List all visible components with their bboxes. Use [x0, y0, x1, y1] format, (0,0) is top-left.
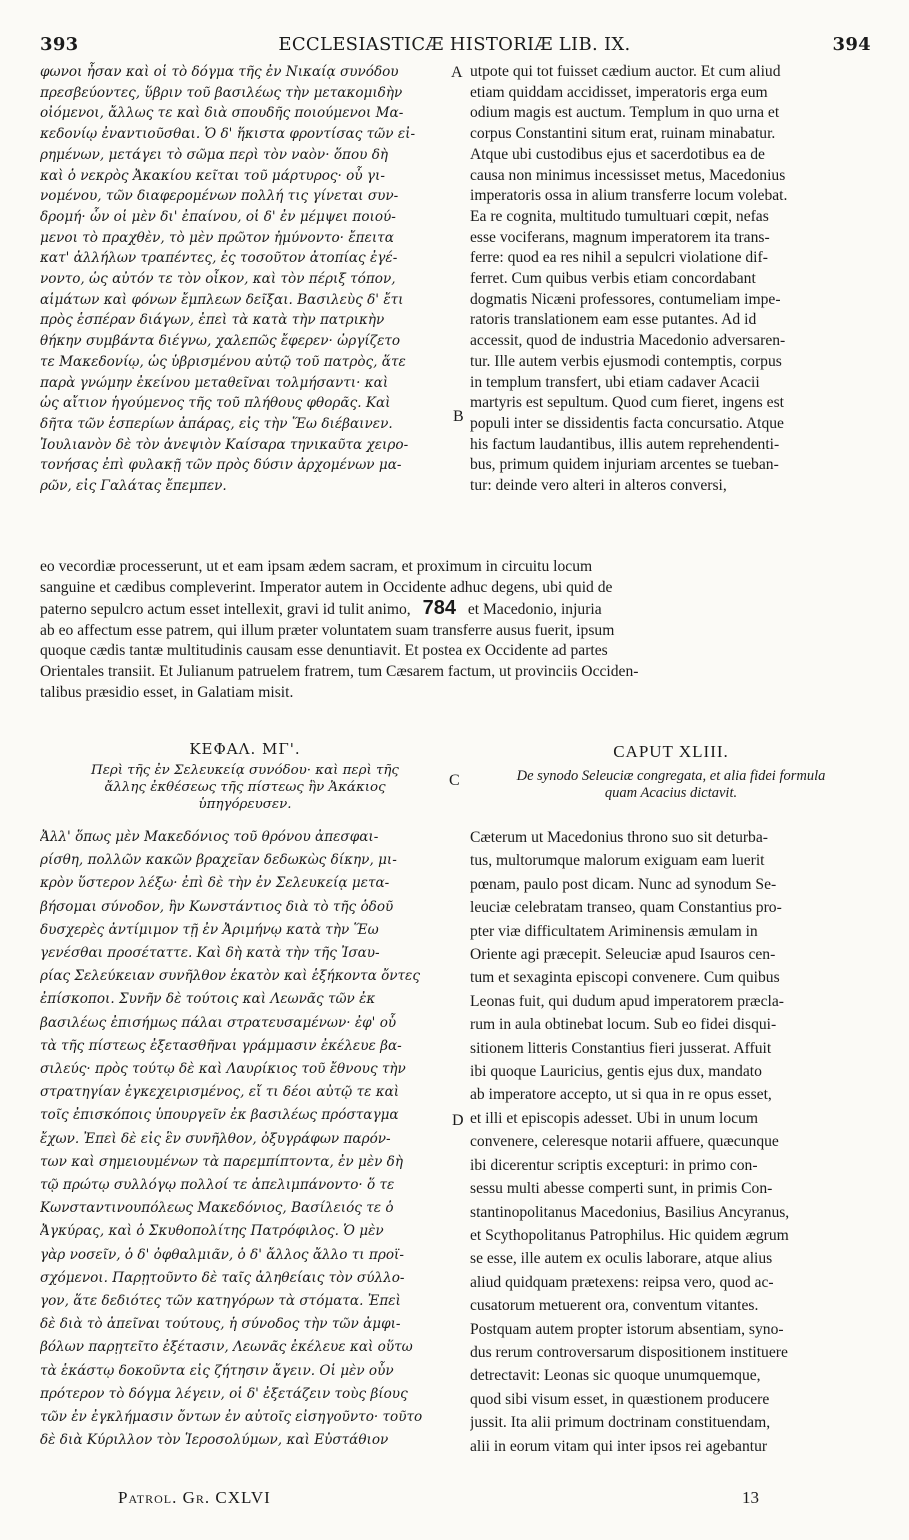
text-line: σχόμενοι. Παρῃτοῦντο δὲ ταῖς ἀληθείαις τὸν σύλλο-: [40, 1269, 405, 1286]
text-line: tur. Ille autem verbis ejusmodi contemptis, corpus: [470, 352, 782, 370]
margin-marker-d: D: [452, 1112, 464, 1129]
text-line: δυσχερὲς ἀντίμιμον τῇ ἐν Ἀριμήνῳ κατὰ τὴν Ἕω: [40, 921, 379, 938]
text-line: odium magis est auctum. Templum in quo urna et: [470, 104, 780, 122]
text-line: accessit, quod de industria Macedonio adversaren-: [470, 332, 786, 350]
text-line: Ἰουλιανὸν δὲ τὸν ἀνεψιὸν Καίσαρα τηνικαῦτα χειρο-: [40, 436, 409, 453]
text-line: dus rerum controversarum dispositionem instituere: [470, 1343, 788, 1361]
text-line: quoque cædis tantæ multitudinis causam esse denuntiavit. Et postea ex Occidente ad partes: [40, 642, 608, 660]
text-line: νομένου, τῶν διαφερομένων πολλή τις γίνεται συν-: [40, 188, 399, 205]
text-line: Orientales transiit. Et Julianum patruelem fratrem, tum Cæsarem factum, ut provinciis Occiden-: [40, 662, 639, 680]
text-line: his factum laudantibus, illis autem reprehendenti-: [470, 435, 780, 453]
text-line: populi inter se dissidentis facta concursatio. Atque: [470, 414, 784, 432]
text-line: ἔχων. Ἐπεὶ δὲ εἰς ἓν συνῆλθον, ὀξυγράφων παρόν-: [40, 1130, 391, 1147]
text-line: rum in aula obtinebat locum. Sub eo fidei disqui-: [470, 1016, 777, 1034]
text-line: καὶ ὁ νεκρὸς Ἀκακίου κεῖται τοῦ μάρτυρος· οὗ γι-: [40, 167, 385, 184]
sheet-number: 13: [742, 1488, 759, 1507]
text-line: et Scythopolitanus Patrophilus. Hic quidem ægrum: [470, 1226, 789, 1244]
text-line: aliud quidquam prætexens: reipsa vero, quod ac-: [470, 1273, 774, 1291]
full-width-latin-paragraph: [40, 557, 874, 703]
text-line: πρὸς ἑσπέραν διάγων, ἐπεὶ τὰ κατὰ τὴν πατρικὴν: [40, 312, 385, 329]
text-line: ibi quoque Lauricius, gentis ejus dux, mandato: [470, 1063, 762, 1081]
text-line: tus, multorumque malorum exiguam eam luerit: [470, 852, 765, 870]
text-line: corpus Constantini situm erat, ruinam minabatur.: [470, 125, 776, 143]
text-line: νοντο, ὡς αὐτόν τε τὸν οἶκον, καὶ τὸν πέριξ τόπον,: [40, 271, 396, 288]
text-line: τῷ πρώτῳ συλλόγῳ πολλοί τε ἀπελιμπάνοντο· ὅ τε: [40, 1177, 395, 1194]
text-line: ferret. Cum quibus verbis etiam concordabant: [470, 270, 756, 288]
text-line: τε Μακεδονίῳ, ὡς ὑβρισμένου αὐτῷ τοῦ πατρὸς, ἅτε: [40, 353, 406, 370]
text-line: Oriente agi præcepit. Seleuciæ apud Isauros cen-: [470, 946, 776, 964]
text-line: ibi dicerentur scriptis excepturi: in primo con-: [470, 1156, 758, 1174]
latin-chapter-subtitle: [468, 768, 874, 802]
text-line: sanguine et cædibus compleverint. Imperator autem in Occidente adhuc degens, ubi quid de: [40, 578, 613, 596]
text-line: bus, primum quidem injuriam arcentes se tueban-: [470, 456, 779, 474]
text-line: ρημένων, μετάγει τὸ σῶμα περὶ τὸν ναὸν· ὅπου δὴ: [40, 146, 389, 163]
text-line: Κωνσταντινουπόλεως Μακεδόνιος, Βασίλειός τε ὁ: [40, 1200, 394, 1217]
text-line: τὰ ἑκάστῳ δοκοῦντα εἰς ζήτησιν ἄγειν. Οἱ μὲν οὖν: [40, 1362, 394, 1379]
latin-chapter-title: CAPUT XLIII.: [613, 742, 729, 761]
text-line: talibus præsidio esset, in Galatiam misit.: [40, 683, 294, 701]
page-number-left: 393: [40, 34, 79, 55]
text-line: Leonas fuit, qui dudum apud imperatorem præcla-: [470, 992, 784, 1010]
text-line: κατ' ἀλλήλων τραπέντες, ἐς τοσοῦτον ἀτοπίας ἐγέ-: [40, 250, 398, 267]
text-line: ὡς αἴτιον ἡγούμενος τῆς τοῦ πλήθους φθορᾶς. Καὶ: [40, 395, 391, 412]
text-line: Ea re cognita, multitudo tumultuari cœpit, nefas: [470, 207, 769, 225]
text-line: Ἀγκύρας, καὶ ὁ Σκυθοπολίτης Πατρόφιλος. Ὁ μὲν: [40, 1223, 384, 1240]
text-line: κρὸν ὕστερον λέξω· ἐπὶ δὲ τὴν ἐν Σελευκείᾳ μετα-: [40, 875, 390, 892]
text-line: cusatorum metuerent ora, conventum vitantes.: [470, 1297, 759, 1315]
text-line: φωνοι ἦσαν καὶ οἱ τὸ δόγμα τῆς ἐν Νικαίᾳ συνόδου: [40, 64, 399, 80]
text-line: sitionem litteris Constantius fieri jusserat. Affuit: [470, 1039, 772, 1057]
text-line-part: et Macedonio, injuria: [467, 601, 602, 619]
text-line: imperatoris ossa in alium transferre locum volebat.: [470, 187, 788, 205]
text-line: δὲ διὰ τὸ ἀπεῖναι τούτους, ἡ σύνοδος τὴν τῶν ἀμφι-: [40, 1316, 401, 1333]
text-line: eo vecordiæ processerunt, ut et eam ipsam ædem sacram, et proximum in circuitu locum: [40, 558, 593, 575]
text-line: utpote qui tot fuisset cædium auctor. Et cum aliud: [470, 63, 781, 80]
text-line: Atque ubi custodibus ejus et sacerdotibus ea de: [470, 145, 765, 163]
text-line: jussit. Ita alii primum doctrinam constituendam,: [470, 1414, 771, 1432]
text-line: detrectavit: Leonas sic quoque unumquemque,: [470, 1367, 761, 1385]
text-line: pœnam, paulo post dicam. Nunc ad synodum Se-: [470, 875, 777, 893]
subtitle-line: quam Acacius dictavit.: [604, 785, 738, 801]
text-line: των καὶ σημειουμένων τὰ παρεμπίπτοντα, ἐν μὲν δὴ: [40, 1153, 404, 1170]
text-line: causa non minimus incessisset metus, Macedonius: [470, 166, 786, 184]
subtitle-line: De synodo Seleuciæ congregata, et alia fidei formula: [516, 768, 826, 784]
text-line: Cæterum ut Macedonius throno suo sit deturba-: [470, 829, 768, 846]
text-line: δῆτα τῶν ἑσπερίων ἀπάρας, εἰς τὴν Ἕω διέβαινεν.: [40, 415, 393, 432]
text-line: et illi et episcopis adesset. Ubi in unum locum: [470, 1109, 759, 1127]
text-line: σιλεύς· πρὸς τούτῳ δὲ καὶ Λαυρίκιος τοῦ ἔθνους τὴν: [40, 1061, 406, 1078]
text-line: ρίας Σελεύκειαν συνῆλθον ἑκατὸν καὶ ἑξήκοντα ὄντες: [40, 968, 420, 985]
printer-signature: Patrol. Gr. CXLVI: [118, 1488, 271, 1507]
text-line: αἱμάτων καὶ φόνων ἔμπλεων δεῖξαι. Βασιλεὺς δ' ἔτι: [40, 291, 404, 308]
text-line: stantinopolitanus Macedonius, Basilius Ancyranus,: [470, 1203, 790, 1221]
text-line: tur: deinde vero alteri in alteros conversi,: [470, 477, 727, 495]
text-line: etiam quiddam accidisset, imperatoris erga eum: [470, 83, 768, 101]
subtitle-line: Περὶ τῆς ἐν Σελευκείᾳ συνόδου· καὶ περὶ τῆς: [91, 763, 399, 778]
text-line: τὰ τῆς πίστεως ἐξετασθῆναι γράμμασιν ἐκέλευε βα-: [40, 1037, 402, 1054]
text-line: θήκην συμβάντα διέγνω, χαλεπῶς ἔφερεν· ὠργίζετο: [40, 333, 401, 350]
text-line: ρῶν, εἰς Γαλάτας ἔπεμπεν.: [40, 478, 227, 495]
margin-marker-a: A: [451, 64, 463, 81]
text-line: γὰρ νοσεῖν, ὁ δ' ὀφθαλμιᾶν, ὁ δ' ἄλλος ἄλλο τι προϊ-: [40, 1246, 404, 1263]
subtitle-line: ἄλλης ἐκθέσεως τῆς πίστεως ἣν Ἀκάκιος: [104, 780, 386, 795]
text-line: leuciæ celebratam transeo, quam Constantius pro-: [470, 899, 782, 917]
text-line: πρεσβεύοντες, ὕβριν τοῦ βασιλέως τὴν μετακομιδὴν: [40, 84, 403, 101]
text-line: [40, 598, 874, 621]
text-line: se esse, ille autem ex oculis laborare, atque alius: [470, 1250, 773, 1268]
text-line-part: paterno sepulcro actum esset intellexit, gravi id tulit animo,: [40, 601, 411, 619]
latin-chapter-heading: [468, 742, 874, 802]
text-line: κεδονίῳ ἐναντιοῦσθαι. Ὁ δ' ἥκιστα φροντίσας τῶν εἰ-: [40, 126, 416, 143]
subtitle-line: ὑπηγόρευσεν.: [198, 797, 292, 812]
text-line: Postquam autem propter istorum absentiam, syno-: [470, 1320, 784, 1338]
text-line: γον, ἅτε δεδιότες τῶν κατηγόρων τὰ στόματα. Ἐπεὶ: [40, 1293, 401, 1310]
text-line: ferre: quod ea res nihil a sepulcri violatione dif-: [470, 249, 768, 267]
text-line: δρομή· ὧν οἱ μὲν δι' ἐπαίνου, οἱ δ' ἐν μέμψει ποιού-: [40, 208, 396, 225]
margin-marker-c: C: [449, 772, 460, 789]
margin-marker-b: B: [453, 408, 464, 425]
page-number-right: 394: [832, 34, 871, 55]
text-line: τοῖς ἐπισκόποις ὑπουργεῖν ἐκ βασιλέως πρόσταγμα: [40, 1107, 399, 1124]
text-line: βασιλέως ἐπισήμως πάλαι στρατευσαμένων· ἐφ' οὗ: [40, 1014, 397, 1031]
text-line: Ἀλλ' ὅπως μὲν Μακεδόνιος τοῦ θρόνου ἀπεσφαι-: [40, 829, 379, 845]
text-line: βήσομαι σύνοδον, ἣν Κωνστάντιος διὰ τὸ τῆς ὁδοῦ: [40, 898, 394, 915]
text-line: alii in eorum vitam qui inter ipsos rei agebantur: [470, 1437, 768, 1455]
text-line: παρὰ γνώμην ἐκείνου μεταθεῖναι τολμήσαντι· καὶ: [40, 374, 389, 391]
text-line: τονήσας ἐπὶ φυλακῇ τῶν πρὸς δύσιν ἀρχομένων μα-: [40, 457, 402, 474]
greek-text-column-top: [40, 62, 458, 497]
running-title: ECCLESIASTICÆ HISTORIÆ LIB. IX.: [278, 34, 631, 55]
text-line: ab eo affectum esse patrem, qui illum præter voluntatem suam transferre ausus fuerit, ipsum: [40, 621, 615, 639]
text-line: tum et sexaginta episcopi convenere. Cum quibus: [470, 969, 780, 987]
text-line: sessu multi abesse comperti sunt, in primis Con-: [470, 1180, 773, 1198]
greek-chapter-subtitle: [40, 762, 450, 813]
text-line: ρίσθη, πολλῶν κακῶν βραχεῖαν δεδωκὼς δίκην, μι-: [40, 852, 397, 869]
text-line: τῶν ἐν ἐγκλήμασιν ὄντων ἐν αὐτοῖς εἰσηγοῦντο· τοῦτο: [40, 1409, 423, 1426]
text-line: γενέσθαι προσέταττε. Καὶ δὴ κατὰ τὴν τῆς Ἰσαυ-: [40, 945, 380, 962]
latin-text-column-top: [470, 62, 874, 497]
text-line: martyris est sepultum. Quod cum fieret, ingens est: [470, 394, 784, 412]
greek-chapter-title: ΚΕΦΑΛ. ΜΓ'.: [189, 740, 301, 758]
text-line: pter viæ difficultatem Ariminensis æmulam in: [470, 922, 758, 940]
text-line: πρότερον τὸ δόγμα λέγειν, οἱ δ' ἐξετάζειν τοὺς βίους: [40, 1385, 408, 1402]
text-line: ἐπίσκοποι. Συνῆν δὲ τούτοις καὶ Λεωνᾶς τῶν ἐκ: [40, 991, 376, 1008]
greek-text-column-bottom: [40, 826, 458, 1452]
text-line: μενοι τὸ πραχθὲν, τὸ μὲν πρῶτον ἠμύνοντο· ἔπειτα: [40, 229, 394, 246]
text-line: οἰόμενοι, ἄλλως τε καὶ διὰ σπουδῆς ποιούμενοι Μα-: [40, 105, 404, 122]
text-line: ab imperatore accepto, ut si qua in re opus esset,: [470, 1086, 772, 1104]
text-line: βόλων παρῃτεῖτο ἐξέτασιν, Λεωνᾶς ἐκέλευε καὶ οὕτω: [40, 1339, 413, 1356]
text-line: ratoris translationem eam esse putantes. Ad id: [470, 311, 757, 329]
text-line: in templum transfert, ubi etiam cadaver Acacii: [470, 373, 760, 391]
text-line: δὲ διὰ Κύριλλον τὸν Ἱεροσολύμων, καὶ Εὐστάθιον: [40, 1432, 389, 1449]
text-line: στρατηγίαν ἐγκεχειρισμένος, εἴ τι δέοι αὐτῷ τε καὶ: [40, 1084, 400, 1101]
latin-text-column-bottom: [470, 826, 874, 1458]
column-number: 784: [422, 597, 456, 620]
text-line: quod sibi visum esset, in quæstionem producere: [470, 1390, 770, 1408]
text-line: convenere, celeresque notarii affuere, quæcunque: [470, 1133, 779, 1151]
text-line: dogmatis Nicæni professores, contumeliam impe-: [470, 290, 781, 308]
greek-chapter-heading: [40, 740, 450, 813]
text-line: esse vociferans, magnum imperatorem ita trans-: [470, 228, 770, 246]
